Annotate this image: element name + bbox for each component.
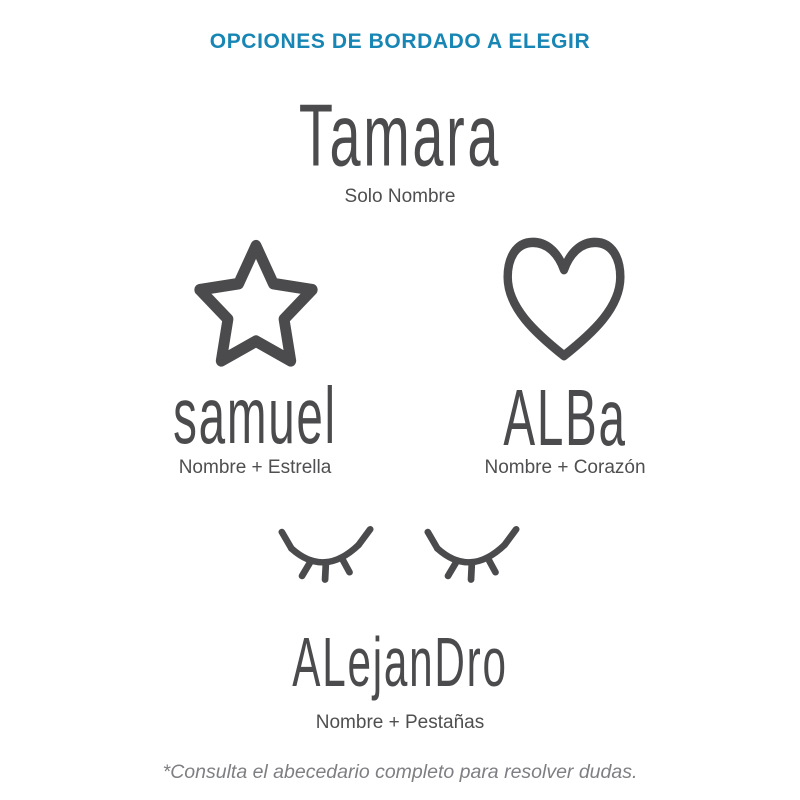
star-icon <box>192 233 320 373</box>
closed-eye-right <box>428 529 516 579</box>
footer-note: *Consulta el abecedario completo para resolver dudas. <box>162 761 638 783</box>
sample-name-samuel: samuel <box>173 370 337 461</box>
option-label-solo-nombre: Solo Nombre <box>344 186 456 207</box>
heart-icon <box>503 234 625 362</box>
sample-name-alba: ALBa <box>503 372 627 463</box>
option-label-nombre-pestanas: Nombre + Pestañas <box>315 712 485 733</box>
sample-name-alejandro: ALejanDro <box>292 624 508 702</box>
closed-eye-left <box>282 529 370 579</box>
option-label-nombre-estrella: Nombre + Estrella <box>178 457 332 478</box>
sample-name-tamara: Tamara <box>298 87 502 186</box>
option-label-nombre-corazon: Nombre + Corazón <box>484 457 646 478</box>
eyelashes-icon <box>278 521 520 587</box>
page-title: OPCIONES DE BORDADO A ELEGIR <box>209 30 591 53</box>
